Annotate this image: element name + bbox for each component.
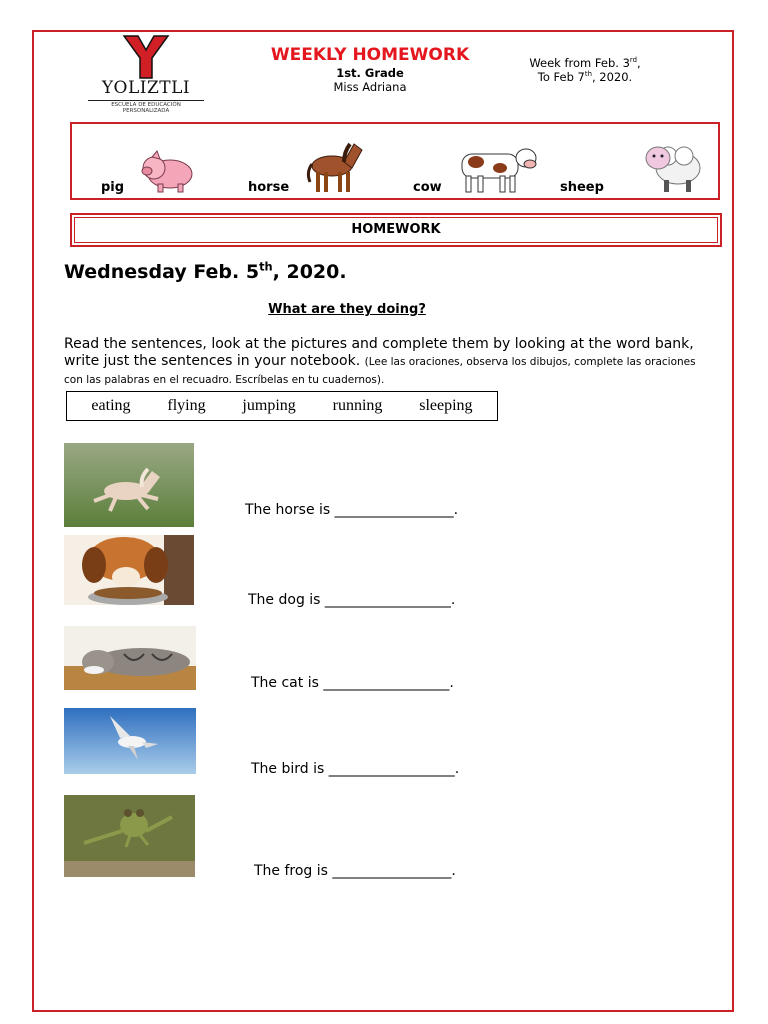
instructions [64,336,704,389]
sentence-bird: The bird is __________________. [251,761,460,777]
eating-dog-photo [64,535,194,605]
word-bank [66,391,498,421]
animal-label-pig: pig [101,180,125,195]
horse-icon [304,138,366,196]
school-logo [88,34,204,114]
page-title: WEEKLY HOMEWORK [270,45,470,65]
running-horse-photo [64,443,194,527]
week-end: To Feb 7th, 2020. [537,70,633,84]
sentence-cat: The cat is __________________. [251,675,454,691]
grade-label: 1st. Grade [336,66,404,80]
instructions-spanish: (Lee las oraciones, observa los dibujos, complete las oraciones con las palabras en el recuadro. Escríbelas en tu cuadernos). [64,356,696,386]
instructions-english: Read the sentences, look at the pictures and complete them by looking at the word bank, write just the sentences in your notebook. [64,336,694,369]
word-bank-item: running [332,397,383,414]
sleeping-cat-photo [64,626,196,690]
homework-banner [70,213,722,247]
flying-bird-photo [64,708,196,774]
word-bank-item: eating [91,397,131,414]
homework-label: HOMEWORK [74,217,718,243]
cow-icon [456,142,540,194]
logo-name: YOLIZTLI [101,78,191,98]
date-heading: Wednesday Feb. 5th, 2020. [64,259,347,283]
pig-icon [138,148,196,194]
logo-tagline: ESCUELA DE EDUCACIÓN PERSONALIZADA [88,100,204,114]
exercise-title: What are they doing? [268,302,426,317]
logo-y-icon [122,34,170,80]
word-bank-item: jumping [242,397,296,414]
animal-label-horse: horse [248,180,290,195]
sentence-frog: The frog is _________________. [254,863,456,879]
sentence-horse: The horse is _________________. [245,502,459,518]
word-bank-item: flying [167,397,206,414]
teacher-name: Miss Adriana [333,80,407,94]
jumping-frog-photo [64,795,195,877]
sheep-icon [640,136,704,196]
animal-label-sheep: sheep [560,180,604,195]
animal-label-cow: cow [413,180,442,195]
sentence-dog: The dog is __________________. [248,592,456,608]
word-bank-item: sleeping [419,397,473,414]
week-start: Week from Feb. 3rd, [529,56,641,70]
